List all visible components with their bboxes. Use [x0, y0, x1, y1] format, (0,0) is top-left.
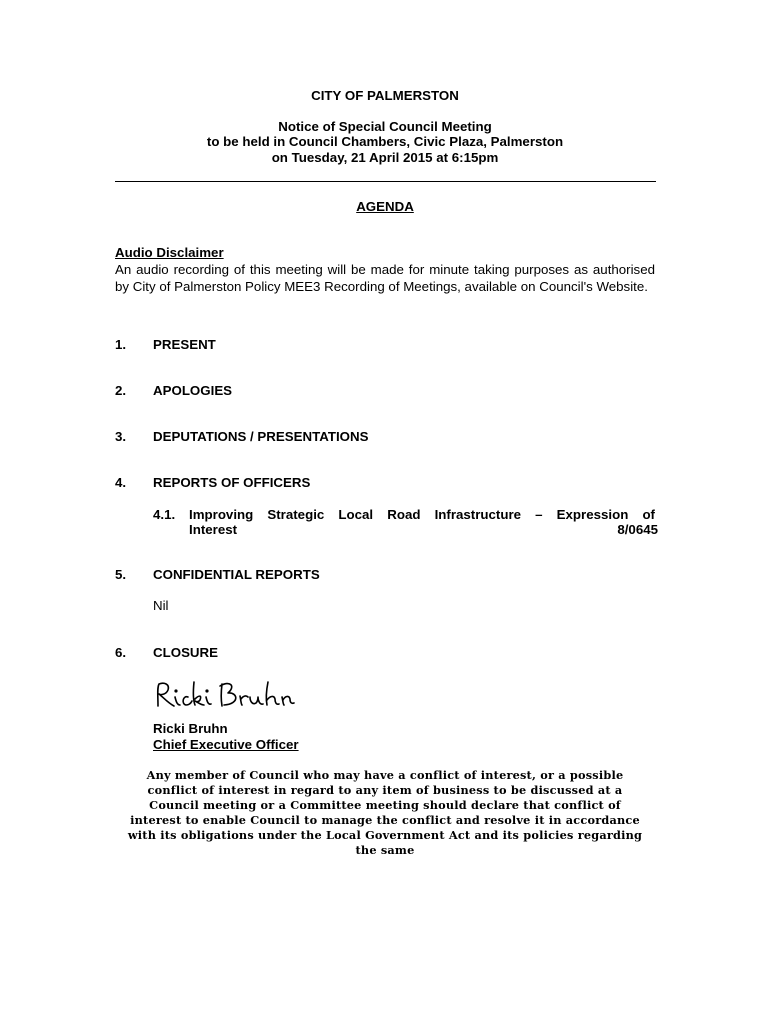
notice-line: conflict of interest in regard to any item of business to be discussed at a: [147, 783, 623, 797]
sub-item-title-line-2: Interest: [189, 522, 238, 537]
item-title: CLOSURE: [153, 645, 219, 660]
notice-line: Any member of Council who may have a conflict of interest, or a possible: [146, 768, 624, 782]
item-title: DEPUTATIONS / PRESENTATIONS: [153, 429, 369, 444]
meeting-date-time: on Tuesday, 21 April 2015 at 6:15pm: [271, 150, 499, 165]
item-number: 6.: [115, 645, 127, 660]
agenda-heading: AGENDA: [356, 199, 414, 214]
notice-line: interest to enable Council to manage the conflict and resolve it in accordance: [130, 813, 640, 827]
notice-title: Notice of Special Council Meeting: [278, 119, 492, 134]
item-title: PRESENT: [153, 337, 216, 352]
item-number: 2.: [115, 383, 127, 398]
sub-item-number: 4.1.: [153, 507, 176, 522]
meeting-venue: to be held in Council Chambers, Civic Plaza, Palmerston: [206, 134, 564, 149]
item-number: 5.: [115, 567, 127, 582]
confidential-reports-note: Nil: [153, 598, 169, 613]
conflict-of-interest-notice: [110, 768, 660, 858]
sub-item-reference: 8/0645: [617, 522, 658, 537]
handwritten-signature: [150, 676, 300, 716]
notice-line: with its obligations under the Local Government Act and its policies regarding: [127, 828, 643, 842]
item-number: 4.: [115, 475, 127, 490]
item-title: APOLOGIES: [153, 383, 233, 398]
item-number: 3.: [115, 429, 127, 444]
notice-line: the same: [355, 843, 415, 857]
sub-item-title-line-1: Improving Strategic Local Road Infrastructure – Expression of: [189, 507, 655, 522]
signer-role: Chief Executive Officer: [153, 737, 299, 752]
header-divider: [115, 181, 656, 182]
item-title: REPORTS OF OFFICERS: [153, 475, 311, 490]
audio-disclaimer-title: Audio Disclaimer: [115, 245, 224, 260]
item-number: 1.: [115, 337, 127, 352]
item-title: CONFIDENTIAL REPORTS: [153, 567, 320, 582]
notice-line: Council meeting or a Committee meeting should declare that conflict of: [149, 798, 621, 812]
signer-name: Ricki Bruhn: [153, 721, 228, 736]
organisation-name: CITY OF PALMERSTON: [311, 88, 459, 103]
audio-disclaimer-text: An audio recording of this meeting will be made for minute taking purposes as authorised by City of Palmerston Policy MEE3 Recording of Meetings, available on Council's Website.: [115, 262, 655, 294]
